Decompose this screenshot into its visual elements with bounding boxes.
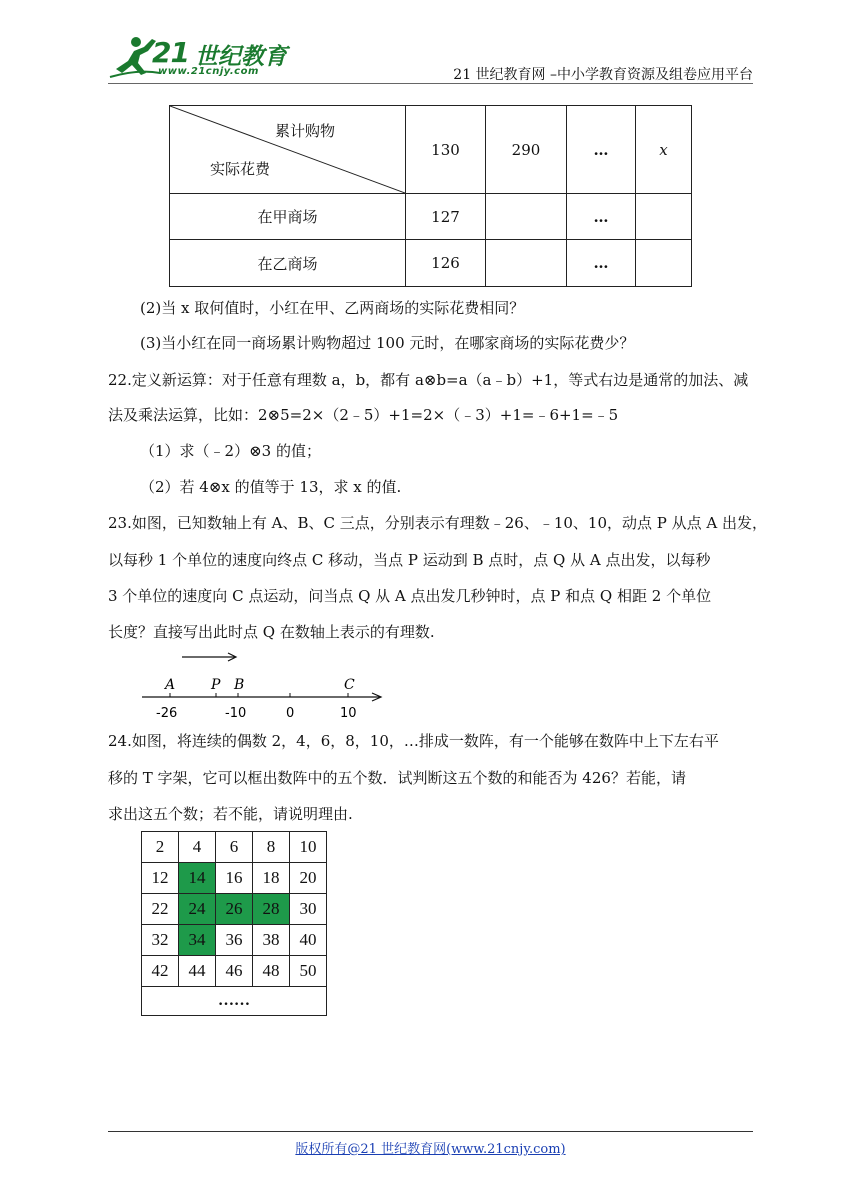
grid-cell: 36	[216, 925, 253, 956]
grid-cell: 26	[216, 894, 253, 925]
q24-line3: 求出这五个数；若不能，请说明理由.	[108, 805, 353, 823]
point-label-c: C	[344, 677, 355, 693]
grid-cell: 30	[290, 894, 327, 925]
table-row	[170, 194, 692, 240]
grid-cell: 34	[179, 925, 216, 956]
table-cell: 126	[406, 240, 486, 287]
row-label: 在乙商场	[170, 240, 406, 287]
point-value-a: -26	[156, 706, 178, 721]
point-label-p: P	[211, 677, 221, 693]
point-label-a: A	[165, 677, 176, 693]
grid-cell: 38	[253, 925, 290, 956]
grid-cell: 42	[142, 956, 179, 987]
grid-cell: 12	[142, 863, 179, 894]
logo-text: 世纪教育	[195, 44, 287, 70]
grid-cell: 14	[179, 863, 216, 894]
grid-row	[142, 832, 327, 863]
table-header-cell: x	[636, 106, 692, 194]
grid-row	[142, 956, 327, 987]
table-cell	[636, 194, 692, 240]
table-row	[170, 240, 692, 287]
table-cell: …	[567, 194, 636, 240]
point-label-b: B	[234, 677, 245, 693]
site-title: 21 世纪教育网 –中小学教育资源及组卷应用平台	[453, 67, 753, 83]
diagonal-header-cell	[170, 106, 406, 194]
grid-cell: 6	[216, 832, 253, 863]
q22-line1: 22.定义新运算：对于任意有理数 a，b，都有 a⊗b=a（a﹣b）+1，等式右边是通常的加法、减	[108, 371, 749, 389]
table-cell	[486, 240, 567, 287]
grid-cell: 20	[290, 863, 327, 894]
grid-cell: 44	[179, 956, 216, 987]
copyright-link[interactable]: 版权所有@21 世纪教育网(www.21cnjy.com)	[295, 1142, 566, 1157]
logo-url: www.21cnjy.com	[158, 66, 259, 77]
grid-cell: 40	[290, 925, 327, 956]
logo-number: 21	[152, 36, 189, 69]
grid-row	[142, 863, 327, 894]
grid-row	[142, 925, 327, 956]
even-number-grid	[141, 831, 327, 1016]
footer-divider	[108, 1131, 753, 1132]
grid-cell: 8	[253, 832, 290, 863]
grid-ellipsis: ……	[142, 987, 327, 1016]
table-cell: …	[567, 240, 636, 287]
grid-cell: 10	[290, 832, 327, 863]
table-header-cell: 130	[406, 106, 486, 194]
point-value-zero: 0	[286, 706, 295, 721]
table-header-cell: …	[567, 106, 636, 194]
q23-line2: 以每秒 1 个单位的速度向终点 C 移动，当点 P 运动到 B 点时，点 Q 从 A 点出发，以每秒	[108, 551, 711, 569]
grid-cell: 18	[253, 863, 290, 894]
q22-part1: （1）求（﹣2）⊗3 的值；	[140, 442, 321, 460]
table-cell	[486, 194, 567, 240]
grid-cell: 16	[216, 863, 253, 894]
header-divider	[108, 83, 753, 84]
grid-cell: 50	[290, 956, 327, 987]
q23-line3: 3 个单位的速度向 C 点运动，问当点 Q 从 A 点出发几秒钟时，点 P 和点 Q 相距 2 个单位	[108, 587, 712, 605]
grid-cell: 2	[142, 832, 179, 863]
q22-part2: （2）若 4⊗x 的值等于 13，求 x 的值.	[140, 478, 402, 496]
q23-line1: 23.如图，已知数轴上有 A、B、C 三点，分别表示有理数﹣26、﹣10、10，动点 P 从点 A 出发，	[108, 514, 767, 532]
number-line-figure	[140, 650, 390, 722]
grid-cell: 22	[142, 894, 179, 925]
point-value-b: -10	[225, 706, 247, 721]
price-table	[169, 105, 692, 287]
q23-line4: 长度？直接写出此时点 Q 在数轴上表示的有理数.	[108, 623, 435, 641]
q22-line2: 法及乘法运算，比如：2⊗5=2×（2﹣5）+1=2×（﹣3）+1=﹣6+1=﹣5	[108, 406, 619, 424]
diag-bottom-label: 实际花费	[210, 160, 271, 178]
grid-cell: 28	[253, 894, 290, 925]
grid-cell: 48	[253, 956, 290, 987]
q21-part2: (2)当 x 取何值时，小红在甲、乙两商场的实际花费相同？	[140, 299, 525, 317]
table-header-cell: 290	[486, 106, 567, 194]
grid-cell: 4	[179, 832, 216, 863]
grid-cell: 32	[142, 925, 179, 956]
q21-part3: (3)当小红在同一商场累计购物超过 100 元时，在哪家商场的实际花费少？	[140, 334, 635, 352]
row-label: 在甲商场	[170, 194, 406, 240]
grid-cell: 24	[179, 894, 216, 925]
q24-line2: 移的 T 字架，它可以框出数阵中的五个数．试判断这五个数的和能否为 426？若能，请	[108, 769, 686, 787]
table-cell	[636, 240, 692, 287]
table-cell: 127	[406, 194, 486, 240]
diag-top-label: 累计购物	[274, 122, 335, 140]
point-value-c: 10	[340, 706, 357, 721]
grid-row	[142, 894, 327, 925]
q24-line1: 24.如图，将连续的偶数 2，4，6，8，10，…排成一数阵，有一个能够在数阵中上下左右平	[108, 732, 719, 750]
grid-cell: 46	[216, 956, 253, 987]
